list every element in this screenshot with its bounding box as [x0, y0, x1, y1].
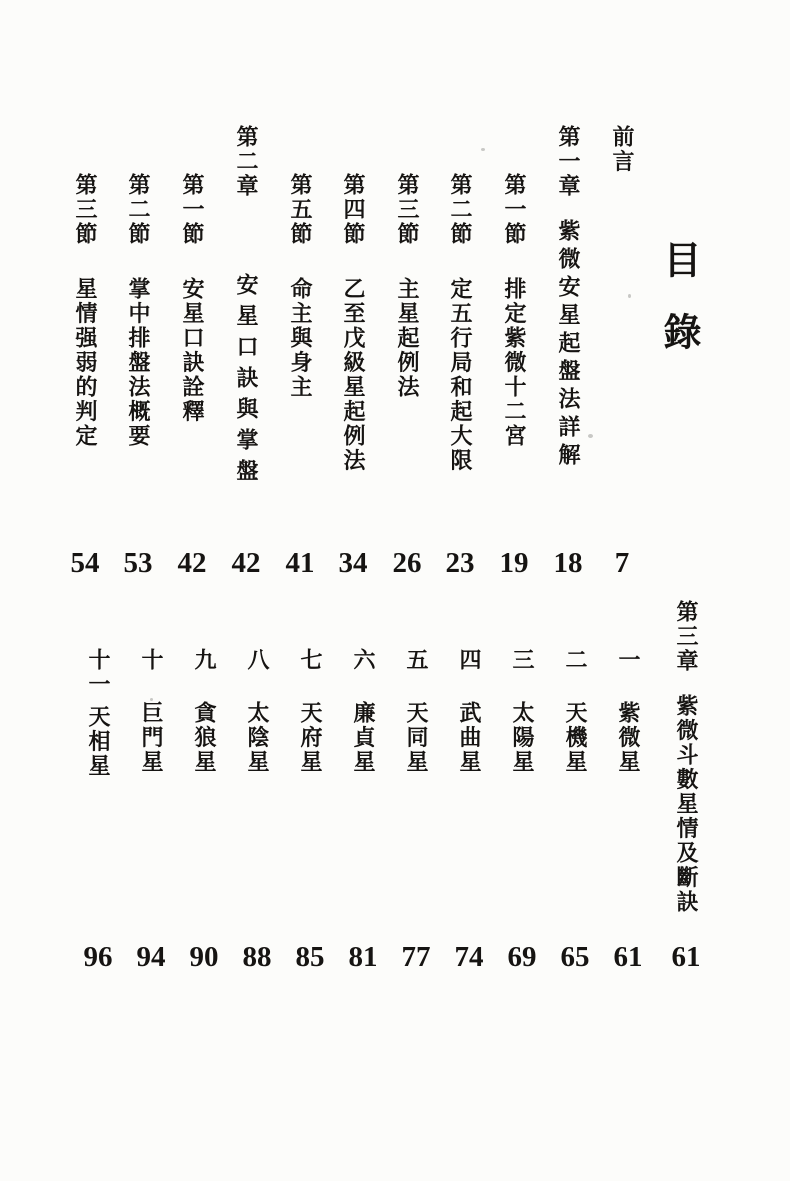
- toc-page-number: 81: [348, 941, 378, 973]
- toc-entry-star: [613, 648, 643, 774]
- toc-page-number: 23: [445, 547, 475, 579]
- toc-entry-chapter2: [231, 125, 261, 490]
- toc-entry-section: [499, 173, 529, 448]
- toc-entry-label: 第二節: [126, 173, 151, 247]
- toc-entry-title: 命主與身主: [288, 276, 313, 399]
- toc-entry-label: 第二章: [234, 125, 259, 199]
- toc-entry-label: 三: [510, 648, 535, 673]
- toc-page-number: 19: [499, 547, 529, 579]
- toc-page-number: 34: [338, 547, 368, 579]
- toc-entry-label: 第三節: [73, 173, 98, 247]
- toc-entry-title: 安星口訣詮釋: [180, 276, 205, 424]
- toc-entry-title: 乙至戊級星起例法: [341, 276, 366, 473]
- toc-entry-title: 天相星: [86, 705, 111, 779]
- toc-entry-label: 九: [192, 648, 217, 673]
- toc-entry-section: [177, 173, 207, 424]
- toc-page-number: 42: [231, 547, 261, 579]
- toc-page-number: 69: [507, 941, 537, 973]
- toc-entry-title: 廉貞星: [351, 700, 376, 774]
- toc-entry-label: 第一章: [556, 125, 581, 199]
- toc-entry-title: 星情强弱的判定: [73, 276, 98, 448]
- toc-entry-label: 一: [616, 648, 641, 673]
- toc-entry-title: 太陰星: [245, 700, 270, 774]
- toc-entry-title: 定五行局和起大限: [448, 276, 473, 473]
- toc-entry-title: 排定紫微十二宮: [502, 276, 527, 448]
- toc-entry-title: 巨門星: [139, 700, 164, 774]
- toc-entry-title: 天府星: [298, 700, 323, 774]
- toc-entry-label: 四: [457, 648, 482, 673]
- toc-entry-star: [401, 648, 431, 774]
- toc-entry-title: 貪狼星: [192, 700, 217, 774]
- toc-page-number: 94: [136, 941, 166, 973]
- toc-page-number: 77: [401, 941, 431, 973]
- scan-noise: [628, 294, 631, 298]
- toc-entry-title: 紫微安星起盤法詳解: [556, 218, 581, 471]
- toc-page-number: 42: [177, 547, 207, 579]
- toc-entry-label: 第一節: [502, 173, 527, 247]
- toc-entry-star: [560, 648, 590, 774]
- toc-page-number: 96: [83, 941, 113, 973]
- toc-page-number: 90: [189, 941, 219, 973]
- toc-entry-label: 第二節: [448, 173, 473, 247]
- toc-page-number: 26: [392, 547, 422, 579]
- toc-entry-label: 前言: [610, 125, 635, 174]
- toc-entry-star: [136, 648, 166, 774]
- toc-entry-chapter3: [671, 600, 701, 914]
- toc-entry-star: [83, 648, 113, 779]
- toc-page-number: 53: [123, 547, 153, 579]
- toc-entry-title: 安星口訣與掌盤: [234, 272, 259, 490]
- toc-page-number: 74: [454, 941, 484, 973]
- toc-page-number: 85: [295, 941, 325, 973]
- toc-entry-preface: [607, 125, 637, 174]
- toc-entry-title: 主星起例法: [395, 276, 420, 399]
- toc-entry-chapter1: [553, 125, 583, 471]
- toc-page-number: 61: [671, 941, 701, 973]
- toc-entry-label: 五: [404, 648, 429, 673]
- toc-entry-label: 第三章: [674, 600, 699, 674]
- toc-entry-label: 七: [298, 648, 323, 673]
- scan-noise: [588, 434, 593, 438]
- toc-entry-label: 十一: [86, 648, 111, 697]
- toc-page-number: 7: [614, 547, 630, 579]
- toc-entry-star: [507, 648, 537, 774]
- toc-page-number: 88: [242, 941, 272, 973]
- toc-entry-section: [392, 173, 422, 399]
- toc-entry-label: 第一節: [180, 173, 205, 247]
- toc-entry-section: [123, 173, 153, 448]
- toc-entry-title: 掌中排盤法概要: [126, 276, 151, 448]
- toc-entry-label: 八: [245, 648, 270, 673]
- toc-entry-label: 第四節: [341, 173, 366, 247]
- scan-noise: [481, 148, 485, 151]
- toc-entry-title: 太陽星: [510, 700, 535, 774]
- toc-entry-title: 紫微星: [616, 700, 641, 774]
- scan-noise: [150, 698, 153, 701]
- toc-entry-section: [445, 173, 475, 473]
- toc-entry-star: [242, 648, 272, 774]
- toc-entry-title: 武曲星: [457, 700, 482, 774]
- toc-entry-star: [348, 648, 378, 774]
- toc-entry-label: 第五節: [288, 173, 313, 247]
- toc-page-number: 61: [613, 941, 643, 973]
- toc-entry-title: 紫微斗數星情及斷訣: [674, 693, 699, 914]
- toc-entry-label: 六: [351, 648, 376, 673]
- toc-entry-section: [338, 173, 368, 473]
- toc-entry-title: 天同星: [404, 700, 429, 774]
- toc-entry-star: [295, 648, 325, 774]
- toc-page-number: 54: [70, 547, 100, 579]
- toc-entry-title: 天機星: [563, 700, 588, 774]
- toc-entry-star: [454, 648, 484, 774]
- toc-page-number: 18: [553, 547, 583, 579]
- toc-entry-section: [285, 173, 315, 399]
- page-title: 目錄: [657, 240, 699, 384]
- toc-entry-label: 十: [139, 648, 164, 673]
- toc-page-number: 41: [285, 547, 315, 579]
- toc-entry-label: 第三節: [395, 173, 420, 247]
- toc-entry-star: [189, 648, 219, 774]
- toc-page-number: 65: [560, 941, 590, 973]
- toc-entry-label: 二: [563, 648, 588, 673]
- toc-entry-section: [70, 173, 100, 448]
